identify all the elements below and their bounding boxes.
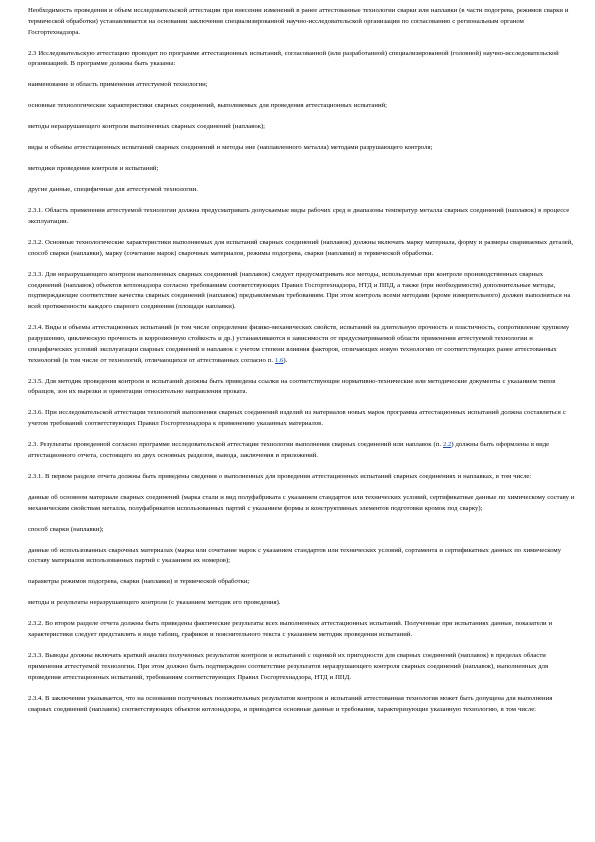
paragraph-text: 2.3.5. Для методик проведения контроля и испытаний должны быть приведены ссылки на соответствующие нормативно-технические или методические документы с указанием типов образцов, зон их вырезки и ориентации относительно направления проката. — [28, 377, 556, 396]
paragraph-text: методики проведения контроля и испытаний; — [28, 165, 159, 173]
paragraph — [28, 598, 577, 609]
clause-reference-link[interactable]: 1.6 — [275, 356, 284, 364]
paragraph — [28, 377, 577, 399]
paragraph-text: 2.3. Результаты проведенной согласно программе исследовательской аттестации технологии выполнения сварных соединений или наплавок (п. — [28, 441, 443, 449]
paragraph-text: 2.3.4. В заключении указывается, что на основании полученных положительных результатов контроля и испытаний аттестованная технология может быть допущена для выполнения сварных соединений (наплавок) соответствующих объектов котлонадзора, и приводятся основные данные и требования, характеризующие указанную технологию, в том числе: — [28, 694, 553, 713]
paragraph — [28, 49, 577, 71]
paragraph — [28, 472, 577, 483]
paragraph-text: данные об основном материале сварных соединений (марка стали и вид полуфабриката с указанием стандартов или технических условий, сертификатные данные по химическому составу и механическим свойствам металла, полуфабрикатов использованных партий с указанием формы и конструктивных элементов подготовки кромок под сварку); — [28, 493, 575, 512]
paragraph — [28, 143, 577, 154]
paragraph — [28, 694, 577, 716]
paragraph — [28, 493, 577, 515]
paragraph-text: способ сварки (наплавки); — [28, 525, 104, 533]
paragraph — [28, 546, 577, 568]
paragraph-text: другие данные, специфичные для аттестуемой технологии. — [28, 186, 198, 194]
paragraph — [28, 206, 577, 228]
paragraph-text: 2.3.3. Выводы должны включать краткий анализ полученных результатов контроля и испытаний с оценкой их пригодности для сварных соединений (наплавок) в пределах области применения аттестуемой технологии. При этом должно быть подтверждено соответствие результатов неразрушающего контроля сварных соединений (наплавок), выполненных для проведения аттестационных испытаний, требованиям соответствующих Правил Госгортехнадзора, НТД и ППД. — [28, 652, 549, 681]
paragraph-text: параметры режимов подогрева, сварки (наплавки) и термической обработки; — [28, 578, 250, 586]
paragraph — [28, 408, 577, 430]
paragraph-text: основные технологические характеристики сварных соединений, выполняемых для проведения аттестационных испытаний; — [28, 102, 387, 110]
paragraph-text: 2.3 Исследовательскую аттестацию проводит по программе аттестационных испытаний, согласованной (или разработанной) специализированной (головной) научно-исследовательской организацией. В программе должны быть указаны: — [28, 49, 559, 68]
paragraph-text: 2.3.4. Виды и объемы аттестационных испытаний (в том числе определение физико-механических свойств, испытаний на длительную прочность и пластичность, сопротивление хрупкому разрушению, циклическую прочность и коррозионную стойкость и др.) устанавливаются в зависимости от предусматриваемой области применения аттестуемой технологии и специфических условий эксплуатации сварных соединений и наплавок с учетом степени влияния факторов, отличающих новую технологию от соответствующих ранее аттестованных технологий (в том числе от технологий, отличающихся от аттестованных согласно п. — [28, 324, 570, 364]
paragraph-text-after: ). — [283, 356, 288, 364]
paragraph-text: 2.3.6. При исследовательской аттестации технологий выполнения сварных соединений изделий из материалов новых марок программа аттестационных испытаний должна составляться с учетом требований соответствующих Правил Госгортехнадзора к применению указанных материалов. — [28, 409, 566, 428]
paragraph-text-after: ) должны быть оформлены в виде аттестационного отчета, состоящего из двух основных разделов, вывода, заключения и приложений. — [28, 441, 550, 459]
paragraph — [28, 80, 577, 91]
paragraph-text: методы неразрушающего контроля выполненных сварных соединений (наплавок); — [28, 123, 266, 131]
paragraph — [28, 238, 577, 260]
paragraph-text: 2.3.1. Область применения аттестуемой технологии должна предусматривать допускаемые виды рабочих сред и диапазоны температур металла сварных соединений (наплавок) в процессе эксплуатации. — [28, 207, 570, 226]
paragraph-text: наименование и область применения аттестуемой технологии; — [28, 81, 208, 89]
paragraph — [28, 651, 577, 683]
paragraph-text: 2.3.1. В первом разделе отчета должны быть приведены сведения о выполненных для проведения аттестационных испытаний сварных соединениях и наплавках, в том числе: — [28, 472, 532, 480]
paragraph-text: 2.3.3. Для неразрушающего контроля выполненных сварных соединений (наплавок) следует предусматривать все методы, используемые при контроле производственных сварных соединений (наплавок) объектов котлонадзора согласно требованиям соответствующих Правил Госгортехнадзора, НТД и ППД, а также (при необходимости) дополнительные методы, подтверждающие соответствие качества сварных соединений (наплавок) предъявляемым требованиям. При этом контроль всеми методами (кроме измерительного) должен выполняться на всей протяженности каждого сварного соединения (площади наплавки). — [28, 270, 571, 311]
clause-reference-link[interactable]: 2.2 — [442, 441, 452, 449]
paragraph-text: 2.3.2. Основные технологические характеристики выполняемых для испытаний сварных соединений (наплавок) должны включать марку материала, форму и размеры свариваемых деталей, способ сварки (наплавки), марку (сочетание марок) сварочных материалов, режимы подогрева, сварки (наплавки) и термической обработки. — [28, 239, 574, 257]
paragraph-text: методы и результаты неразрушающего контроля (с указанием методик его проведения). — [28, 599, 281, 607]
paragraph — [28, 440, 577, 462]
paragraph — [28, 6, 577, 38]
paragraph — [28, 101, 577, 112]
paragraph — [28, 525, 577, 536]
paragraph — [28, 122, 577, 133]
paragraph — [28, 577, 577, 588]
paragraph — [28, 619, 577, 641]
paragraph — [28, 164, 577, 175]
paragraph — [28, 270, 577, 313]
paragraph-text: данные об использованных сварочных материалах (марка или сочетание марок с указанием стандартов или технических условий, сортамента и сертификатных данных по химическому составу материалов использованных партий с указанием их номеров); — [28, 546, 562, 565]
paragraph — [28, 323, 577, 366]
paragraph-text: виды и объемы аттестационных испытаний сварных соединений и методы ние (наплавленного металла) методами разрушающего контроля; — [28, 144, 433, 152]
paragraph-text: Необходимость проведения и объем исследовательской аттестации при внесении изменений в ранее аттестованные технологии сварки или наплавки (в части подогрева, режимов сварки и термической обработки) устанавливается на основании заключения специализированной научно-исследовательской организации по согласованию с региональным органом Госгортехнадзора. — [28, 7, 569, 36]
paragraph — [28, 185, 577, 196]
paragraph-text: 2.3.2. Во втором разделе отчета должны быть приведены фактические результаты всех выполненных аттестационных испытаний. Полученные при испытаниях данные, показатели и характеристики следует представлять в виде таблиц, графиков и пояснительного текста с указанием методик проведения испытаний. — [28, 620, 553, 639]
